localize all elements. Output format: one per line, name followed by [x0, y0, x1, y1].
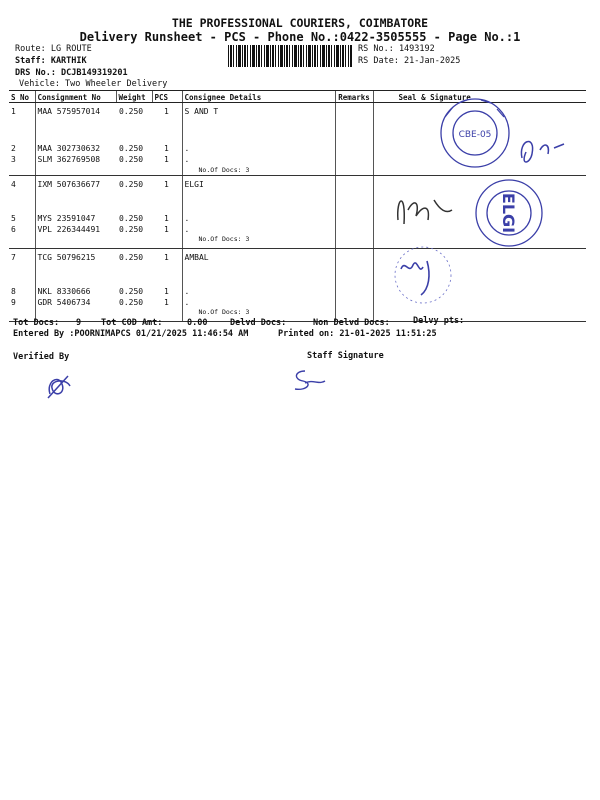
rs-number: RS No.: 1493192 [358, 44, 435, 54]
col-remarks: Remarks [335, 91, 373, 103]
remarks-cell [335, 176, 373, 249]
col-sno: S No [9, 91, 35, 103]
consignee-cell: S AND T . . No.Of Docs: 3 [182, 103, 335, 176]
tot-cod-label: Tot COD Amt: [101, 318, 163, 328]
delvd-docs-label: Delvd Docs: [230, 318, 287, 328]
staff-signature-label: Staff Signature [307, 351, 384, 361]
remarks-cell [335, 249, 373, 322]
sno-cell: 7 8 9 [9, 249, 35, 322]
pcs-cell: 1 1 1 [152, 103, 182, 176]
sno-cell: 1 2 3 [9, 103, 35, 176]
col-consignment-no: Consignment No [35, 91, 116, 103]
vehicle-label: Vehicle: Two Wheeler Delivery [19, 79, 168, 89]
company-title: THE PROFESSIONAL COURIERS, COIMBATORE [171, 16, 429, 30]
pcs-cell: 1 1 1 [152, 176, 182, 249]
consignment-cell: IXM 507636677 MYS 23591047 VPL 226344491 [35, 176, 116, 249]
tot-docs-label: Tot Docs: [13, 318, 60, 328]
consignee-cell: ELGI . . No.Of Docs: 3 [182, 176, 335, 249]
consignment-cell: TCG 50796215 NKL 8330666 GDR 5406734 [35, 249, 116, 322]
rs-date: RS Date: 21-Jan-2025 [358, 56, 461, 66]
printed-on: Printed on: 21-01-2025 11:51:25 [278, 329, 437, 339]
drs-number: DRS No.: DCJB149319201 [15, 68, 128, 78]
signature-mark [510, 130, 570, 170]
remarks-cell [335, 103, 373, 176]
pcs-cell: 1 1 1 [152, 249, 182, 322]
route-label: Route: LG ROUTE [15, 44, 92, 54]
entered-by: Entered By :POORNIMAPCS 01/21/2025 11:46:54 AM [13, 329, 249, 339]
staff-label: Staff: KARTHIK [15, 56, 87, 66]
weight-cell: 0.250 0.250 0.250 [116, 249, 152, 322]
col-seal-signature: Seal & Signature [373, 91, 586, 103]
seal-center-text: CBE-05 [458, 130, 492, 140]
signature-mark [385, 245, 465, 305]
delvy-pts-label: Delvy pts: [413, 316, 465, 326]
col-consignee-details: Consignee Details [182, 91, 335, 103]
staff-signature [285, 365, 330, 395]
tot-docs-value: 9 [76, 318, 82, 328]
non-delvd-docs-label: Non Delvd Docs: [313, 318, 390, 328]
consignment-cell: MAA 575957014 MAA 302730632 SLM 362769508 [35, 103, 116, 176]
verified-by-label: Verified By [13, 352, 70, 362]
signature-mark [390, 180, 460, 235]
weight-cell: 0.250 0.250 0.250 [116, 176, 152, 249]
tot-cod-value: 0.00 [187, 318, 208, 328]
barcode-image [228, 45, 352, 67]
runsheet-title: Delivery Runsheet - PCS - Phone No.:0422-3505555 - Page No.:1 [79, 30, 521, 44]
sno-cell: 4 5 6 [9, 176, 35, 249]
weight-cell: 0.250 0.250 0.250 [116, 103, 152, 176]
verifier-signature [40, 368, 80, 403]
col-weight: Weight [116, 91, 152, 103]
consignee-cell: AMBAL . . No.Of Docs: 3 [182, 249, 335, 322]
seal-center-text: ELGI [499, 192, 518, 234]
col-pcs: PCS [152, 91, 182, 103]
table-row [9, 249, 586, 322]
company-seal-stamp [465, 175, 550, 250]
